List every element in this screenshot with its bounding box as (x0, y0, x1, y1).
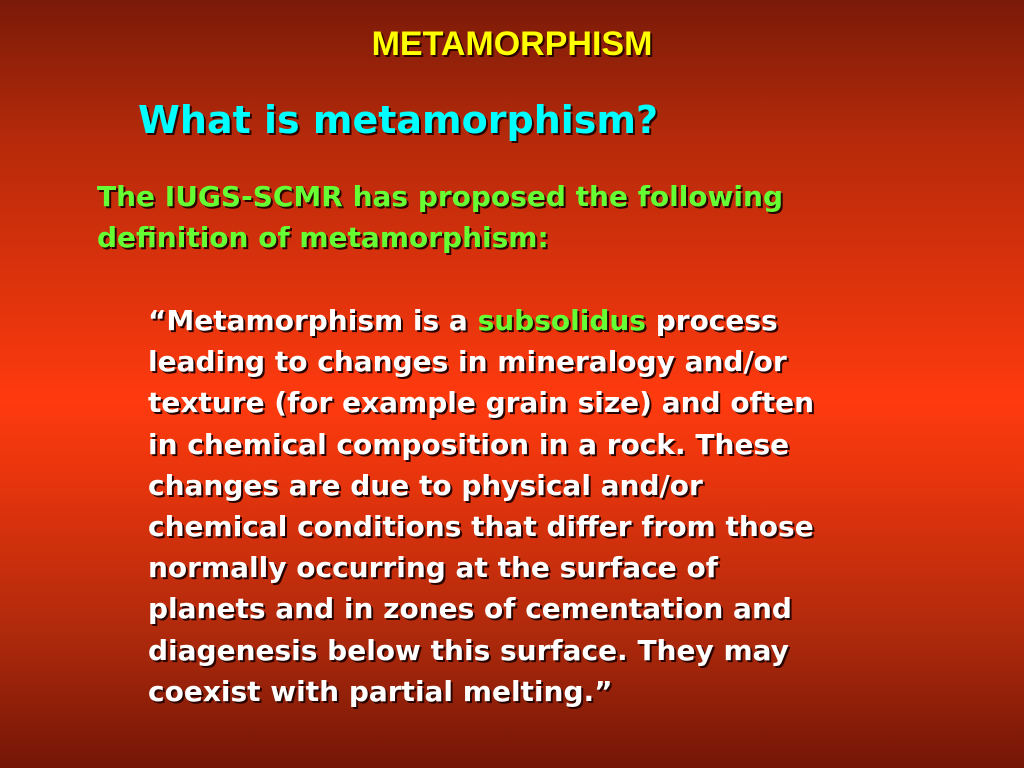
intro-text (97, 176, 957, 258)
quote-line-10: coexist with partial melting.” (148, 674, 613, 708)
intro-line-2: definition of metamorphism: (97, 221, 549, 254)
quote-line-4: in chemical composition in a rock. These (148, 427, 790, 461)
quote-line-2: leading to changes in mineralogy and/or (148, 345, 787, 379)
slide-question: What is metamorphism? (138, 98, 659, 142)
quote-line-3: texture (for example grain size) and often (148, 386, 815, 420)
slide-heading: METAMORPHISM (371, 25, 653, 63)
quote-line-9: diagenesis below this surface. They may (148, 633, 789, 667)
quote-line-1-start: “Metamorphism is a (148, 304, 478, 337)
quote-line-1-end: process (645, 304, 778, 337)
quote-line-7: normally occurring at the surface of (148, 551, 718, 585)
definition-quote (148, 300, 988, 712)
quote-line-5: changes are due to physical and/or (148, 468, 703, 502)
quote-line-6: chemical conditions that differ from those (148, 510, 814, 544)
intro-line-1: The IUGS-SCMR has proposed the following (97, 180, 783, 213)
quote-line-1 (148, 300, 988, 341)
quote-keyword-subsolidus: subsolidus (477, 304, 646, 337)
quote-line-8: planets and in zones of cementation and (148, 592, 792, 626)
